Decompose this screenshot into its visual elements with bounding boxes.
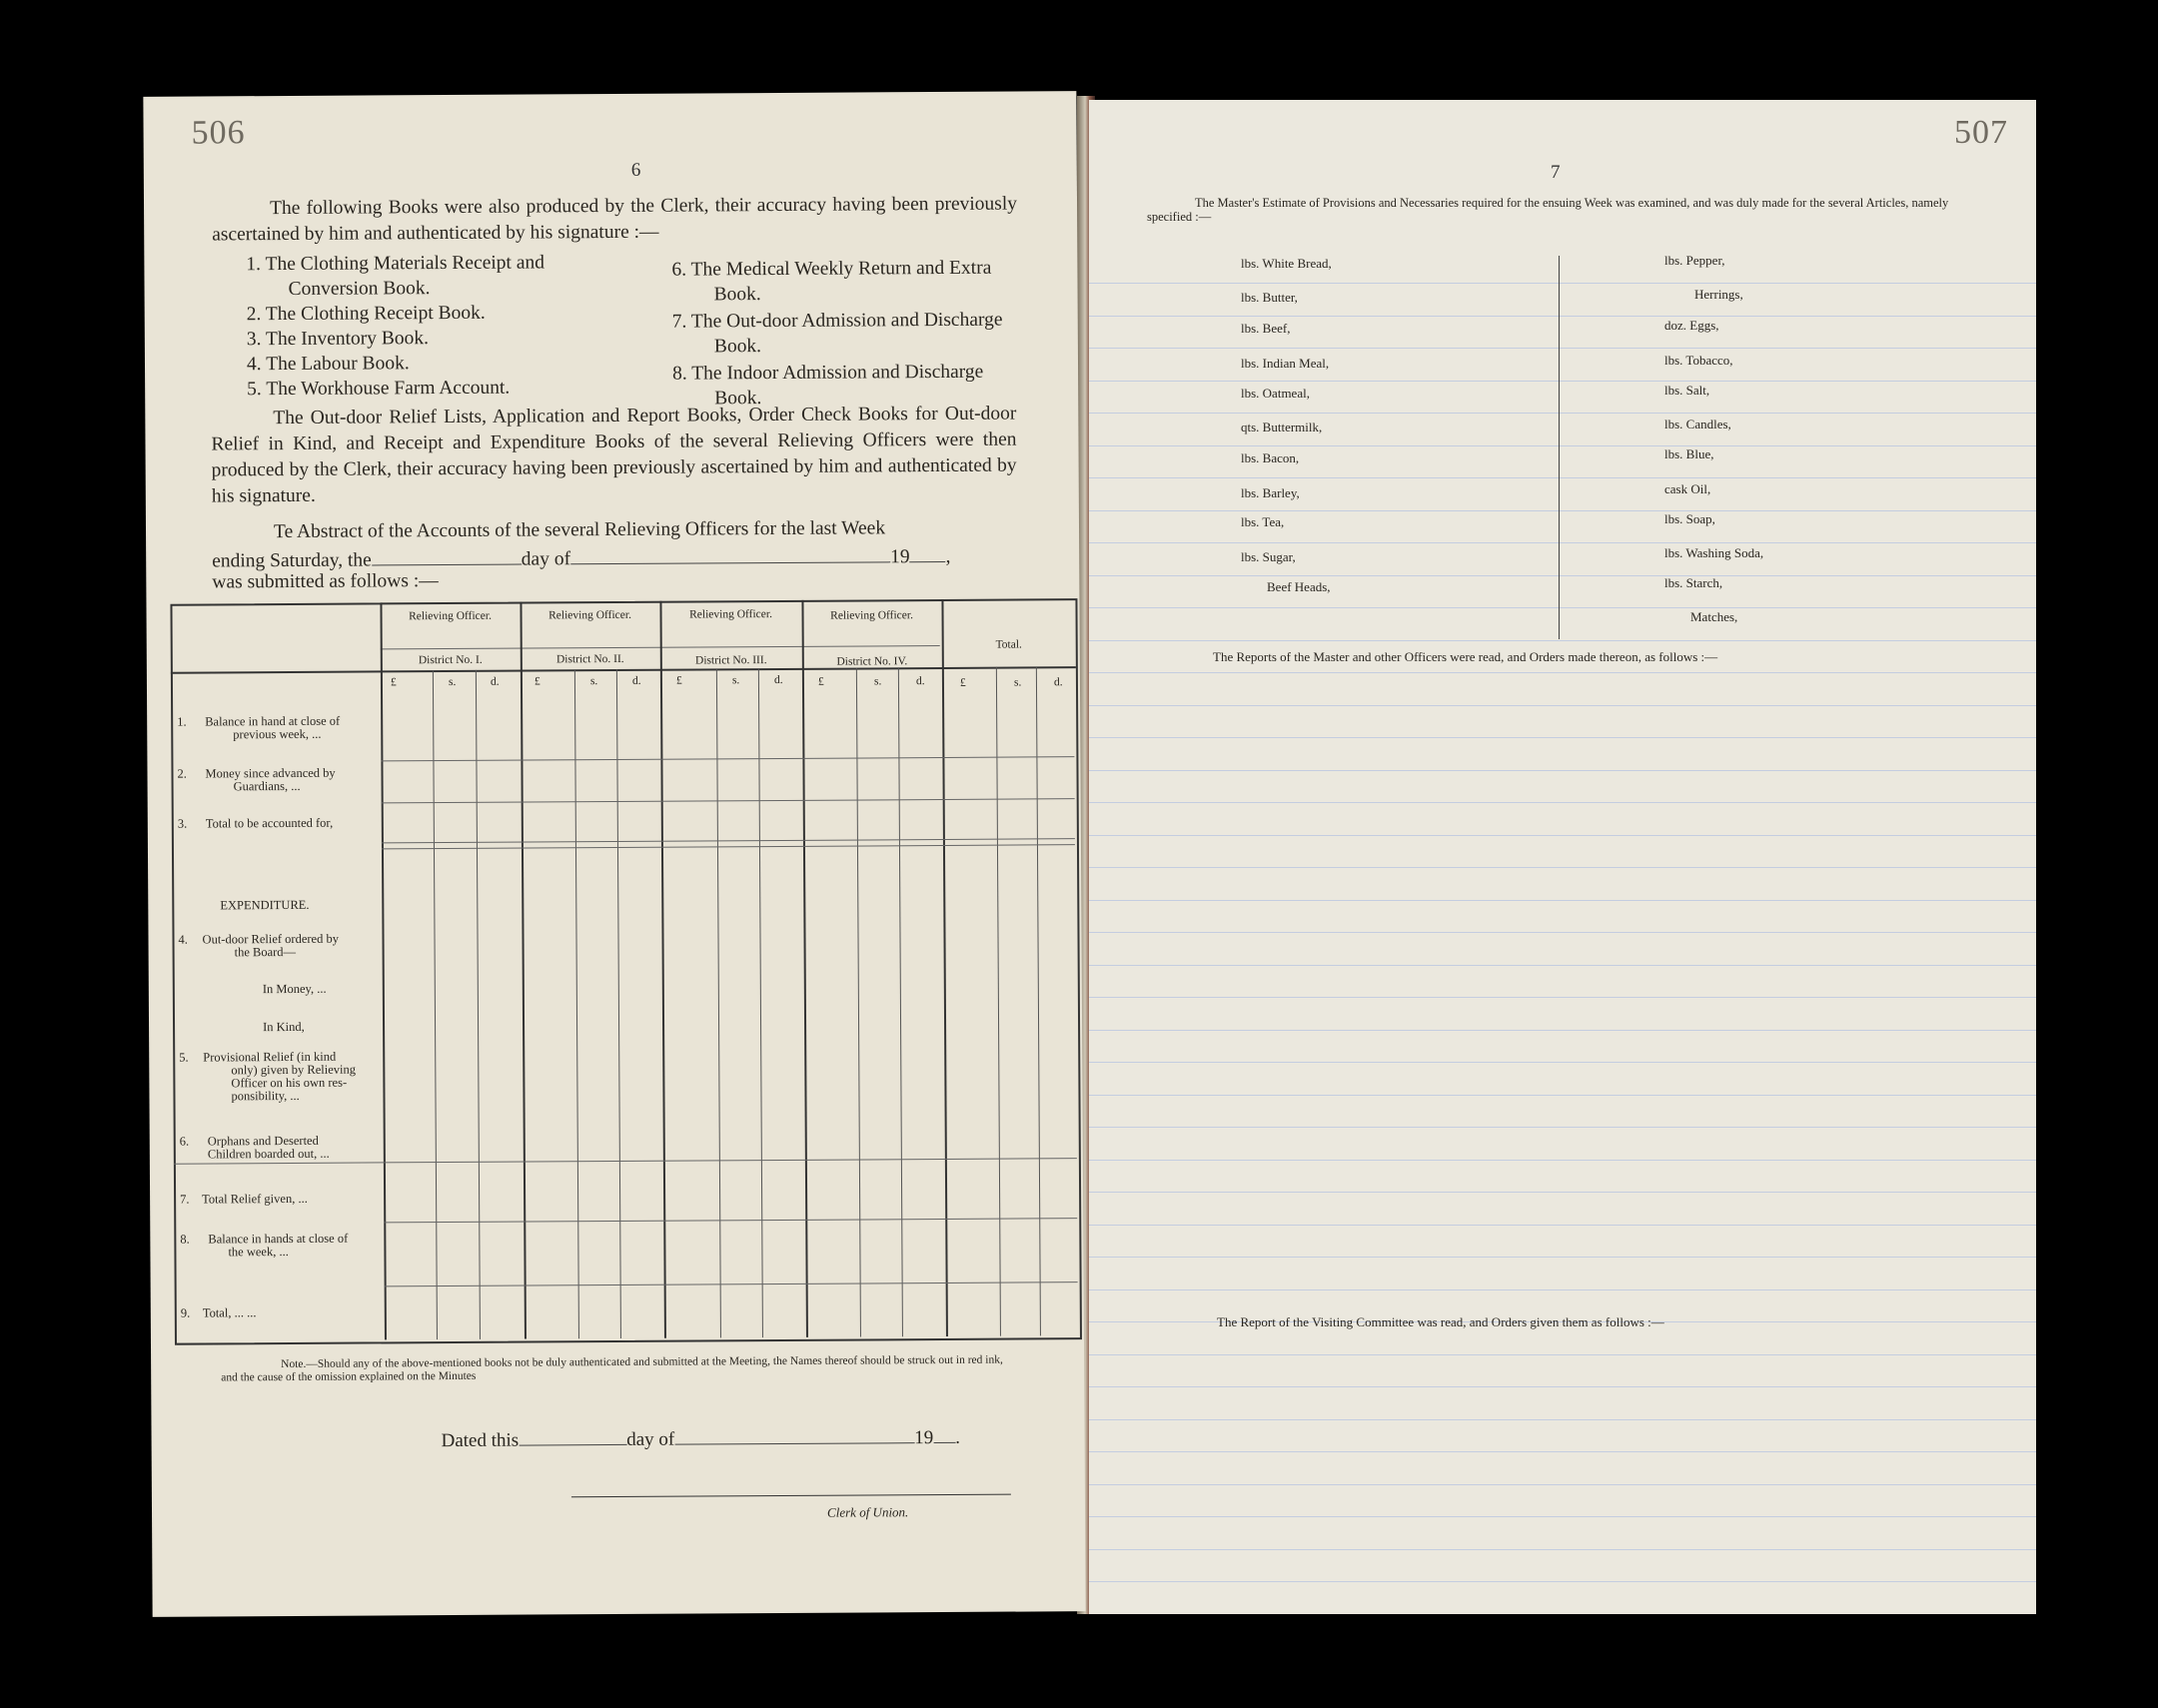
currency-shilling: s. — [873, 675, 882, 688]
book-item: 8. The Indoor Admission and Discharge — [671, 361, 984, 385]
currency-pound: £ — [675, 674, 682, 687]
outdoor-relief-paragraph: The Out-door Relief Lists, Application and Report Books, Order Check Books for Out-door Relief in Kind, and Receipt and Expenditure Books of the several Relieving Officers were then produced by the Clerk, their accuracy having been previously ascertained by him and authenticated by his signature. — [211, 403, 1017, 507]
officer-label: Relieving Officer. — [689, 608, 772, 621]
total-label: Total. — [995, 638, 1022, 651]
visiting-committee-heading: The Report of the Visiting Committee was read, and Orders given them as follows :— — [1217, 1314, 1664, 1329]
table-note: Note.—Should any of the above-mentioned books not be duly authenticated and submitted at the Meeting, the Names thereof should be struck out in red ink, and the cause of the omission explained on the Minutes — [221, 1353, 1003, 1384]
table-row: 4. Out-door Relief ordered by the Board— — [178, 931, 339, 960]
provision-item: lbs. Pepper, — [1664, 253, 1725, 268]
currency-pound: £ — [390, 676, 397, 689]
book-item-cont: Book. — [713, 284, 761, 306]
book-item: 3. The Inventory Book. — [246, 328, 430, 351]
books-intro: The following Books were also produced by the Clerk, their accuracy having been previously ascertained by him and authenticated by his signature :— — [212, 193, 1018, 246]
abstract-submitted: was submitted as follows :— — [212, 570, 439, 593]
right-page-number: 7 — [1551, 162, 1561, 183]
provision-item: lbs. Tobacco, — [1664, 353, 1733, 368]
provision-item: Matches, — [1690, 609, 1738, 624]
book-item: 4. The Labour Book. — [246, 353, 410, 376]
book-item: 6. The Medical Weekly Return and Extra — [671, 257, 992, 281]
signature-line — [571, 1494, 1011, 1498]
provision-item: Beef Heads, — [1267, 579, 1331, 594]
provision-item: lbs. Starch, — [1664, 575, 1723, 590]
currency-pound: £ — [817, 675, 824, 688]
table-row: 3. Total to be accounted for, — [177, 815, 334, 831]
currency-shilling: s. — [731, 674, 740, 687]
provision-item: lbs. Butter, — [1241, 290, 1298, 305]
provision-item: lbs. Beef, — [1241, 321, 1291, 336]
provision-item: lbs. Indian Meal, — [1241, 356, 1330, 371]
table-row: 7. Total Relief given, ... — [180, 1191, 308, 1207]
currency-pence: d. — [490, 675, 500, 688]
provision-item: lbs. Washing Soda, — [1664, 545, 1764, 560]
table-row: 5. Provisional Relief (in kind only) given by Relieving Officer on his own res- ponsibility, ... — [179, 1049, 356, 1104]
table-row: 9. Total, ... ... — [180, 1305, 257, 1320]
table-row: In Money, ... — [262, 981, 327, 997]
table-row: In Kind, — [263, 1019, 305, 1035]
table-row: 2. Money since advanced by Guardians, ... — [177, 765, 336, 794]
reports-heading: The Reports of the Master and other Officers were read, and Orders made thereon, as follows :— — [1213, 649, 1718, 664]
district-label: District No. II. — [555, 652, 624, 666]
dated-line: Dated this day of 19 . — [442, 1424, 960, 1452]
table-row: 6. Orphans and Deserted Children boarded out, ... — [179, 1133, 330, 1162]
book-item-cont: Book. — [713, 336, 762, 358]
currency-shilling: s. — [1013, 676, 1022, 689]
provision-item: Herrings, — [1694, 287, 1743, 302]
provision-item: qts. Buttermilk, — [1241, 420, 1323, 434]
accounts-table — [170, 598, 1082, 1345]
provisions-divider — [1559, 256, 1560, 639]
table-row: 8. Balance in hands at close of the week, ... — [180, 1231, 349, 1260]
provision-item: lbs. Bacon, — [1241, 450, 1300, 465]
provision-item: lbs. Tea, — [1241, 514, 1285, 529]
book-item: 7. The Out-door Admission and Discharge — [671, 309, 1003, 333]
provision-item: lbs. Candles, — [1664, 417, 1731, 431]
clerk-signature-label: Clerk of Union. — [826, 1504, 909, 1520]
currency-pence: d. — [631, 674, 641, 687]
right-stamp-number: 507 — [1954, 114, 2008, 151]
books-list-col2 — [671, 255, 1042, 411]
currency-pound: £ — [534, 675, 540, 688]
expenditure-heading: EXPENDITURE. — [220, 897, 310, 913]
provision-item: lbs. Barley, — [1241, 485, 1300, 500]
abstract-ending-line: ending Saturday, the day of 19 , — [212, 543, 1017, 573]
currency-pence: d. — [915, 675, 925, 688]
book-item-cont: Conversion Book. — [288, 278, 431, 300]
provision-item: lbs. Salt, — [1664, 383, 1710, 398]
currency-shilling: s. — [448, 675, 457, 689]
currency-pence: d. — [773, 673, 783, 687]
officer-label: Relieving Officer. — [548, 608, 631, 622]
right-page — [1089, 100, 2036, 1614]
book-item: 2. The Clothing Receipt Book. — [246, 302, 486, 326]
book-item: 1. The Clothing Materials Receipt and — [246, 252, 545, 276]
left-page — [143, 91, 1085, 1617]
table-row: 1. Balance in hand at close of previous week, ... — [177, 713, 341, 742]
left-stamp-number: 506 — [191, 114, 246, 152]
currency-pence: d. — [1053, 676, 1063, 689]
books-list-col1 — [246, 250, 626, 402]
abstract-line: Te Abstract of the Accounts of the several Relieving Officers for the last Week — [273, 517, 886, 543]
district-label: District No. III. — [695, 654, 767, 667]
district-label: District No. IV. — [836, 655, 908, 668]
provision-item: lbs. Oatmeal, — [1241, 386, 1310, 401]
provision-item: cask Oil, — [1664, 481, 1711, 496]
provision-item: lbs. Sugar, — [1241, 549, 1296, 564]
provision-item: lbs. Blue, — [1664, 446, 1714, 461]
officer-label: Relieving Officer. — [830, 609, 913, 622]
left-page-number: 6 — [630, 159, 641, 181]
provision-item: doz. Eggs, — [1664, 318, 1719, 333]
estimate-intro: The Master's Estimate of Provisions and Necessaries required for the ensuing Week was examined, and was duly made for the several Articles, namely specified :— — [1147, 196, 1949, 224]
provision-item: lbs. Soap, — [1664, 511, 1715, 526]
district-label: District No. I. — [418, 653, 483, 667]
book-item: 5. The Workhouse Farm Account. — [247, 377, 511, 401]
currency-pound: £ — [959, 676, 966, 689]
currency-shilling: s. — [589, 675, 598, 688]
provision-item: lbs. White Bread, — [1241, 256, 1332, 271]
book-item-cont: Book. — [714, 388, 762, 410]
officer-label: Relieving Officer. — [409, 609, 492, 623]
